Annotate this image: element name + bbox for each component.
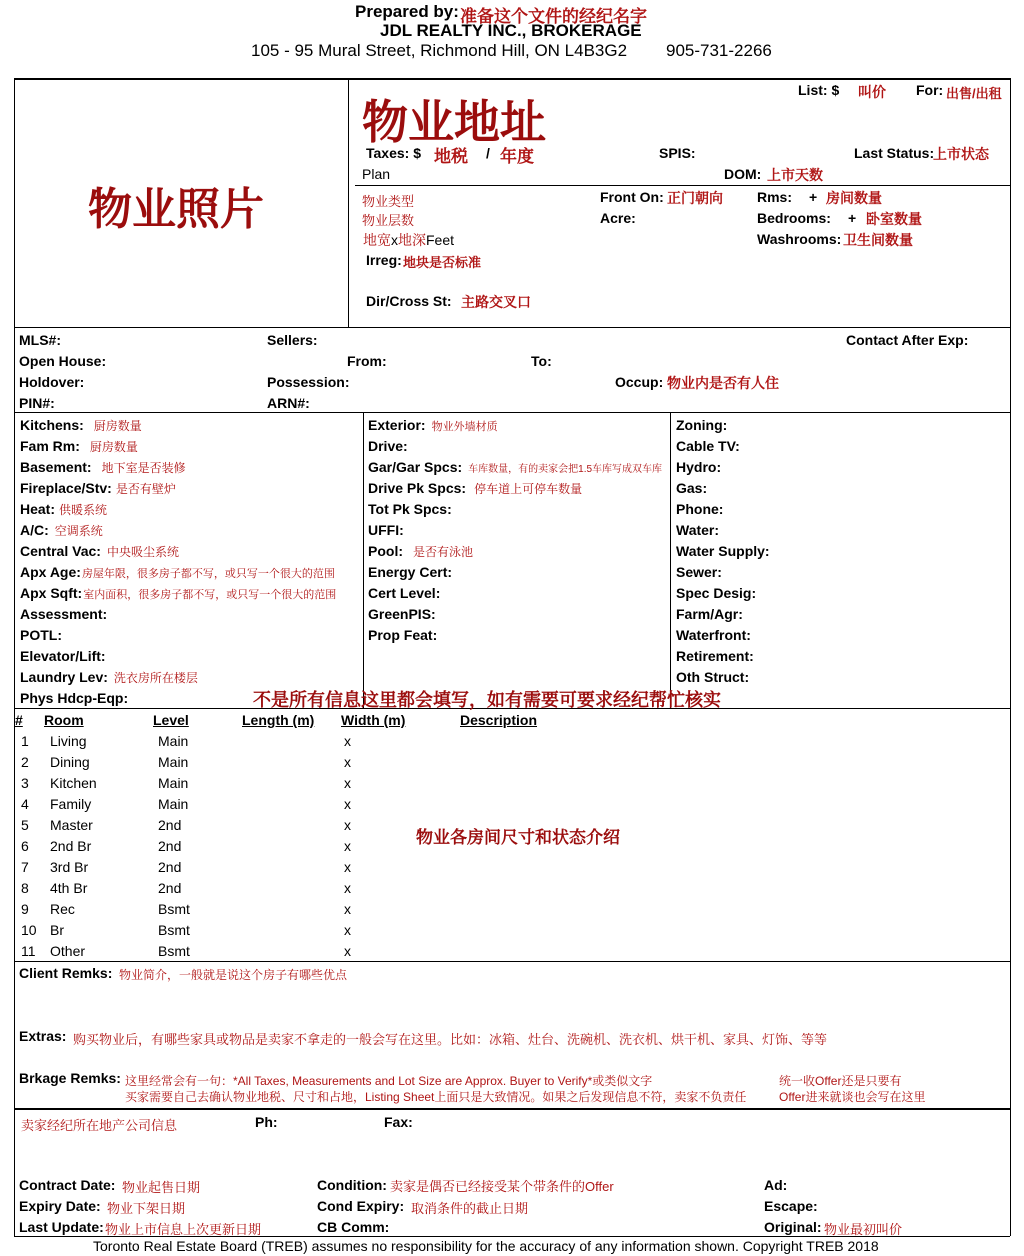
brokerage-address: 105 - 95 Mural Street, Richmond Hill, ON L4B3G2: [251, 41, 628, 60]
to-label: To:: [531, 353, 552, 369]
property-storeys-value: 物业层数: [362, 213, 415, 228]
room-level: Main: [158, 754, 189, 770]
irreg-value: 地块是否标准: [403, 255, 482, 270]
feature-label: Gas:: [676, 480, 708, 496]
frame-right: [1010, 78, 1011, 1236]
feature-row: [20, 606, 107, 624]
brokerage-remarks-side-1: 统一收Offer还是只要有: [779, 1074, 902, 1088]
section-divider-1: [14, 327, 1010, 328]
room-number: 4: [21, 796, 29, 812]
room-dimension-separator: x: [344, 733, 351, 749]
dir-cross-value: 主路交叉口: [461, 294, 531, 310]
brokerage-name: JDL REALTY INC., BROKERAGE: [380, 21, 642, 40]
section-divider-5: [14, 1108, 1010, 1110]
original-price-value: 物业最初叫价: [824, 1222, 903, 1237]
client-remarks-value: 物业简介，一般就是说这个房子有哪些优点: [119, 968, 348, 982]
feature-label: Kitchens:: [20, 417, 84, 433]
dom-label: DOM:: [724, 166, 762, 182]
prepared-by-value: 准备这个文件的经纪名字: [460, 7, 647, 26]
feature-row: [20, 501, 107, 519]
feature-row: [676, 459, 721, 477]
feature-row: [20, 480, 176, 498]
feature-row: [368, 438, 408, 456]
feature-label: Cable TV:: [676, 438, 740, 454]
col-divider-2: [670, 412, 671, 708]
cond-expiry-value: 取消条件的截止日期: [411, 1201, 529, 1216]
taxes-slash: /: [486, 145, 490, 161]
feature-row: [368, 459, 662, 477]
feature-row: [676, 648, 754, 666]
property-photo-placeholder: 物业照片: [88, 185, 264, 234]
tax-year-value: 年度: [500, 147, 534, 166]
room-number: 10: [21, 922, 37, 938]
feature-label: Phys Hdcp-Eqp:: [20, 690, 129, 706]
feature-row: [676, 480, 707, 498]
feature-label: Spec Desig:: [676, 585, 757, 601]
dir-cross-label: Dir/Cross St:: [366, 293, 452, 309]
washrooms-value: 卫生间数量: [843, 232, 913, 248]
room-level: Bsmt: [158, 901, 190, 917]
room-number: 5: [21, 817, 29, 833]
feature-value: 物业外墙材质: [431, 421, 498, 433]
property-address-title: 物业地址: [362, 96, 546, 148]
front-on-label: Front On:: [600, 189, 664, 205]
room-name: Other: [50, 943, 86, 959]
room-dimension-separator: x: [344, 901, 351, 917]
feature-row: [20, 522, 103, 540]
spis-label: SPIS:: [659, 145, 696, 161]
occup-label: Occup:: [615, 374, 664, 390]
feature-row: [676, 606, 743, 624]
address-divider: [355, 185, 1010, 186]
feature-row: [368, 627, 437, 645]
ad-label: Ad:: [764, 1177, 788, 1193]
pin-label: PIN#:: [19, 395, 55, 411]
property-type-value: 物业类型: [362, 194, 415, 209]
sellers-label: Sellers:: [267, 332, 318, 348]
room-dimension-separator: x: [344, 922, 351, 938]
room-name: Dining: [50, 754, 90, 770]
room-number: 3: [21, 775, 29, 791]
section-divider-2: [14, 412, 1010, 413]
features-note: 不是所有信息这里都会填写，如有需要可要求经纪帮忙核实: [253, 690, 721, 710]
rooms-header-width: Width (m): [341, 712, 406, 728]
feature-row: [20, 543, 179, 561]
feature-row: [368, 564, 452, 582]
room-level: 2nd: [158, 880, 182, 896]
brokerage-remarks-side-2: Offer进来就谈也会写在这里: [779, 1090, 926, 1104]
list-price-value: 叫价: [858, 84, 886, 100]
lot-feet-label: Feet: [426, 232, 455, 248]
feature-row: [20, 690, 128, 708]
feature-label: GreenPIS:: [368, 606, 436, 622]
extras-label: Extras:: [19, 1028, 67, 1044]
for-label: For:: [916, 82, 944, 98]
occup-value: 物业内是否有人住: [667, 375, 779, 391]
for-value: 出售/出租: [946, 86, 1002, 101]
room-name: 4th Br: [50, 880, 88, 896]
expiry-date-label: Expiry Date:: [19, 1198, 101, 1214]
plan-label: Plan: [362, 166, 391, 182]
feature-value: 室内面积，很多房子都不写，或只写一个很大的范围: [83, 589, 337, 601]
irreg-label: Irreg:: [366, 252, 402, 268]
feature-row: [676, 522, 719, 540]
rooms-header-room: Room: [44, 712, 84, 728]
listing-office-value: 卖家经纪所在地产公司信息: [21, 1118, 178, 1133]
room-number: 1: [21, 733, 29, 749]
brokerage-remarks-line-2: 买家需要自己去确认物业地税、尺寸和占地，Listing Sheet上面只是大致情况。如果之后发现信息不符，卖家不负责任: [125, 1090, 747, 1104]
feature-value: 地下室是否装修: [101, 461, 186, 475]
room-level: Main: [158, 796, 189, 812]
feature-label: Oth Struct:: [676, 669, 750, 685]
front-on-value: 正门朝向: [667, 190, 723, 206]
feature-row: [20, 585, 336, 603]
arn-label: ARN#:: [267, 395, 310, 411]
feature-value: 房屋年限，很多房子都不写，或只写一个很大的范围: [81, 568, 335, 580]
feature-label: Water Supply:: [676, 543, 770, 559]
room-number: 6: [21, 838, 29, 854]
room-level: 2nd: [158, 817, 182, 833]
room-dimension-separator: x: [344, 838, 351, 854]
feature-label: Exterior:: [368, 417, 426, 433]
room-level: 2nd: [158, 859, 182, 875]
feature-row: [368, 501, 452, 519]
last-status-value: 上市状态: [933, 146, 989, 162]
feature-row: [368, 522, 404, 540]
condition-label: Condition:: [317, 1177, 387, 1193]
last-update-label: Last Update:: [19, 1219, 104, 1235]
feature-row: [676, 669, 749, 687]
office-phone-label: Ph:: [255, 1114, 278, 1130]
feature-row: [20, 669, 198, 687]
mls-label: MLS#:: [19, 332, 61, 348]
feature-row: [20, 564, 335, 582]
feature-label: Cert Level:: [368, 585, 441, 601]
prepared-by-label: Prepared by:: [355, 2, 459, 21]
feature-label: Central Vac:: [20, 543, 101, 559]
feature-label: Waterfront:: [676, 627, 751, 643]
feature-row: [368, 417, 498, 435]
room-name: Rec: [50, 901, 75, 917]
feature-label: Phone:: [676, 501, 724, 517]
frame-top: [14, 78, 1010, 80]
feature-label: Retirement:: [676, 648, 754, 664]
feature-label: Apx Sqft:: [20, 585, 83, 601]
rooms-note: 物业各房间尺寸和状态介绍: [416, 828, 620, 847]
brokerage-remarks-label: Brkage Remks:: [19, 1070, 121, 1086]
feature-label: Fam Rm:: [20, 438, 80, 454]
feature-label: Farm/Agr:: [676, 606, 743, 622]
feature-row: [20, 459, 186, 477]
feature-row: [20, 627, 62, 645]
feature-label: Basement:: [20, 459, 92, 475]
original-price-label: Original:: [764, 1219, 822, 1235]
feature-row: [676, 564, 722, 582]
room-number: 9: [21, 901, 29, 917]
room-dimension-separator: x: [344, 880, 351, 896]
feature-label: POTL:: [20, 627, 62, 643]
feature-label: Assessment:: [20, 606, 108, 622]
contract-date-value: 物业起售日期: [122, 1180, 201, 1195]
bedrooms-plus: +: [848, 210, 857, 226]
feature-row: [368, 480, 582, 498]
dom-value: 上市天数: [767, 167, 823, 183]
room-name: 3rd Br: [50, 859, 89, 875]
room-level: Bsmt: [158, 922, 190, 938]
room-dimension-separator: x: [344, 817, 351, 833]
feature-label: Apx Age:: [20, 564, 81, 580]
rooms-header-description: Description: [460, 712, 538, 728]
room-name: 2nd Br: [50, 838, 92, 854]
client-remarks-label: Client Remks:: [19, 965, 113, 981]
feature-value: 停车道上可停车数量: [474, 482, 583, 496]
contract-date-label: Contract Date:: [19, 1177, 116, 1193]
room-dimension-separator: x: [344, 754, 351, 770]
feature-row: [676, 585, 756, 603]
feature-value: 是否有壁炉: [115, 482, 176, 496]
feature-row: [368, 543, 473, 561]
holdover-label: Holdover:: [19, 374, 85, 390]
room-dimension-separator: x: [344, 943, 351, 959]
photo-divider: [348, 80, 349, 327]
feature-label: UFFI:: [368, 522, 404, 538]
rooms-label: Rms:: [757, 189, 793, 205]
washrooms-label: Washrooms:: [757, 231, 842, 247]
footer-disclaimer: Toronto Real Estate Board (TREB) assumes no responsibility for the accuracy of any information shown. Copyright TREB 2018: [93, 1238, 879, 1254]
feature-row: [676, 543, 770, 561]
office-fax-label: Fax:: [384, 1114, 413, 1130]
from-label: From:: [347, 353, 387, 369]
bedrooms-value: 卧室数量: [866, 211, 922, 227]
rooms-header-length: Length (m): [242, 712, 315, 728]
feature-value: 厨房数量: [93, 419, 142, 433]
escape-label: Escape:: [764, 1198, 818, 1214]
brokerage-remarks-line-1: 这里经常会有一句：*All Taxes, Measurements and Lot Size are Approx. Buyer to Verify*或类似文字: [125, 1074, 653, 1088]
extras-value: 购买物业后，有哪些家具或物品是卖家不拿走的一般会写在这里。比如：冰箱、灶台、洗碗机、洗衣机、烘干机、家具、灯饰、等等: [73, 1032, 828, 1047]
feature-row: [20, 648, 106, 666]
rooms-value: 房间数量: [826, 190, 882, 206]
col-divider-1: [363, 412, 364, 708]
feature-value: 是否有泳池: [413, 545, 474, 559]
feature-value: 厨房数量: [89, 440, 138, 454]
lot-depth-value: 地深: [398, 232, 426, 248]
feature-row: [20, 438, 138, 456]
expiry-date-value: 物业下架日期: [107, 1201, 186, 1216]
feature-label: Zoning:: [676, 417, 728, 433]
feature-row: [676, 501, 723, 519]
rooms-header-num: #: [15, 712, 23, 728]
room-level: Main: [158, 733, 189, 749]
room-dimension-separator: x: [344, 775, 351, 791]
room-name: Br: [50, 922, 64, 938]
feature-label: Water:: [676, 522, 720, 538]
feature-label: Prop Feat:: [368, 627, 438, 643]
room-number: 8: [21, 880, 29, 896]
room-level: Main: [158, 775, 189, 791]
feature-value: 中央吸尘系统: [106, 545, 179, 559]
feature-label: Pool:: [368, 543, 403, 559]
feature-value: 空调系统: [54, 524, 103, 538]
room-number: 2: [21, 754, 29, 770]
feature-label: Laundry Lev:: [20, 669, 108, 685]
lot-size: [363, 230, 454, 250]
room-name: Living: [50, 733, 87, 749]
feature-label: Heat:: [20, 501, 56, 517]
feature-label: A/C:: [20, 522, 49, 538]
feature-label: Drive:: [368, 438, 408, 454]
feature-row: [20, 417, 142, 435]
contact-after-exp-label: Contact After Exp:: [846, 332, 969, 348]
feature-label: Tot Pk Spcs:: [368, 501, 452, 517]
brokerage-phone: 905-731-2266: [666, 41, 772, 60]
rooms-plus: +: [809, 189, 818, 205]
list-price-label: List: $: [798, 82, 840, 98]
open-house-label: Open House:: [19, 353, 107, 369]
feature-value: 洗衣房所在楼层: [113, 671, 198, 685]
feature-row: [676, 627, 751, 645]
room-name: Kitchen: [50, 775, 97, 791]
room-name: Master: [50, 817, 93, 833]
condition-value: 卖家是偶否已经接受某个带条件的Offer: [390, 1179, 614, 1194]
section-divider-4: [14, 961, 1010, 962]
lot-frontage-value: 地宽: [363, 232, 391, 248]
room-number: 11: [21, 943, 36, 959]
feature-label: Elevator/Lift:: [20, 648, 106, 664]
last-update-value: 物业上市信息上次更新日期: [105, 1222, 262, 1237]
feature-row: [676, 417, 727, 435]
feature-label: Fireplace/Stv:: [20, 480, 112, 496]
feature-label: Gar/Gar Spcs:: [368, 459, 463, 475]
feature-row: [368, 606, 436, 624]
cond-expiry-label: Cond Expiry:: [317, 1198, 405, 1214]
bedrooms-label: Bedrooms:: [757, 210, 831, 226]
feature-label: Sewer:: [676, 564, 722, 580]
acre-label: Acre:: [600, 210, 636, 226]
feature-value: 供暖系统: [59, 503, 108, 517]
room-level: Bsmt: [158, 943, 190, 959]
feature-value: 车库数量，有的卖家会把1.5车库写成双车库: [468, 464, 663, 475]
rooms-header-level: Level: [153, 712, 189, 728]
room-number: 7: [21, 859, 29, 875]
room-dimension-separator: x: [344, 796, 351, 812]
feature-row: [676, 438, 740, 456]
feature-label: Drive Pk Spcs:: [368, 480, 467, 496]
feature-label: Hydro:: [676, 459, 722, 475]
taxes-label: Taxes: $: [366, 145, 421, 161]
room-dimension-separator: x: [344, 859, 351, 875]
feature-row: [368, 585, 440, 603]
last-status-label: Last Status:: [854, 145, 935, 161]
room-name: Family: [50, 796, 92, 812]
cb-comm-label: CB Comm:: [317, 1219, 390, 1235]
frame-left: [14, 78, 15, 1236]
lot-x-separator: x: [391, 232, 398, 248]
taxes-value: 地税: [434, 147, 468, 166]
room-level: 2nd: [158, 838, 182, 854]
possession-label: Possession:: [267, 374, 350, 390]
feature-label: Energy Cert:: [368, 564, 453, 580]
